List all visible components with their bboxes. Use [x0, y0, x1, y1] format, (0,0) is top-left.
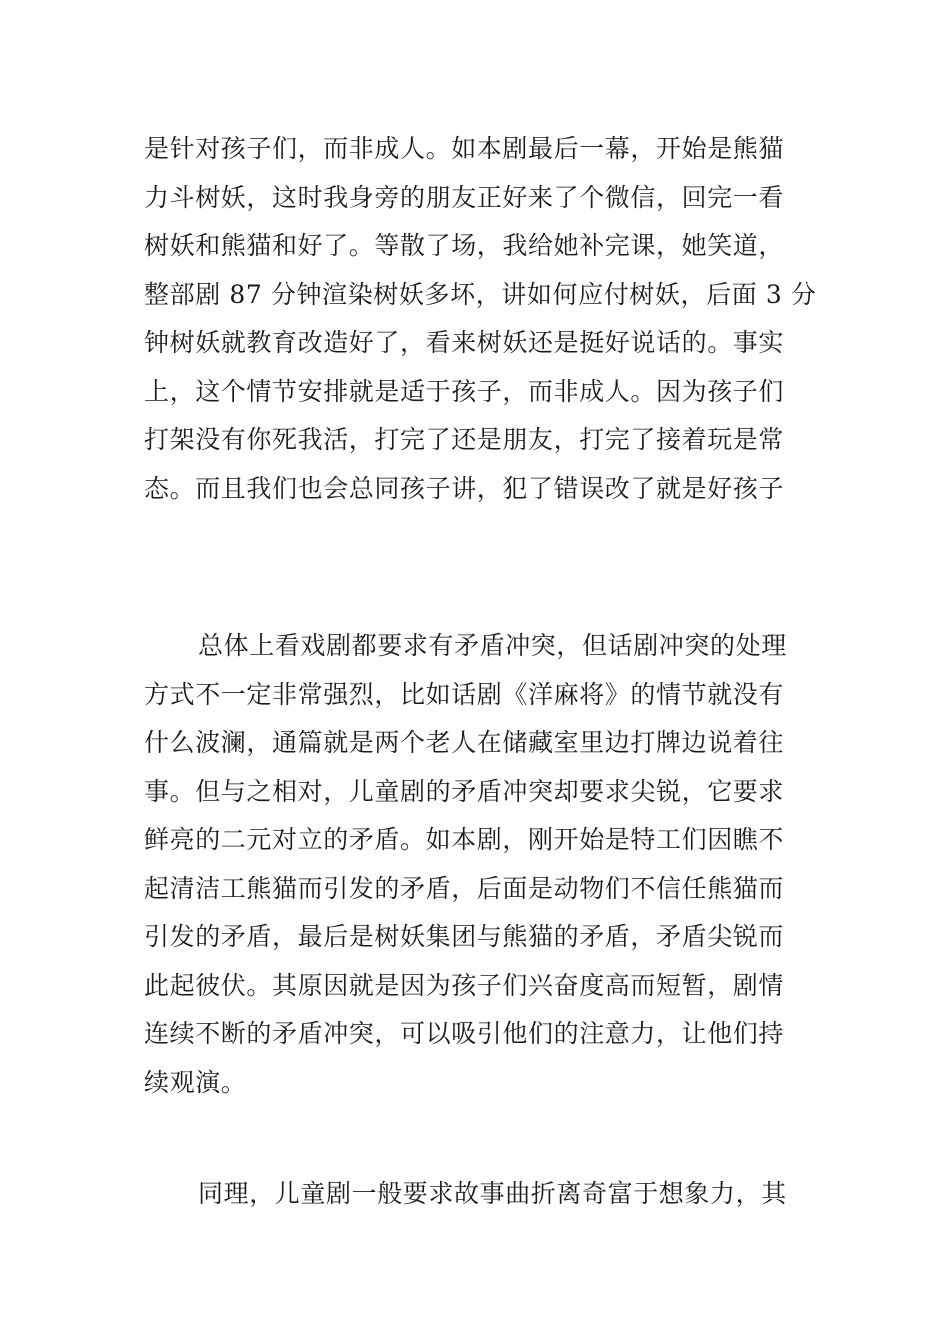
- paragraph-line: 引发的矛盾，最后是树妖集团与熊猫的矛盾，矛盾尖锐而: [144, 922, 785, 951]
- paragraph-line: 同理，儿童剧一般要求故事曲折离奇富于想象力，其: [198, 1179, 787, 1208]
- paragraph-line: 态。而且我们也会总同孩子讲，犯了错误改了就是好孩子: [144, 473, 785, 503]
- paragraph-line: 上，这个情节安排就是适于孩子，而非成人。因为孩子们: [144, 376, 785, 406]
- paragraph-line: 打架没有你死我活，打完了还是朋友，打完了接着玩是常: [144, 425, 785, 454]
- paragraph-conflict: [144, 622, 808, 1107]
- paragraph-continuation: [144, 125, 817, 513]
- paragraph-imagination: [144, 1170, 808, 1219]
- paragraph-line: 续观演。: [144, 1067, 247, 1097]
- paragraph-line: 方式不一定非常强烈，比如话剧《洋麻将》的情节就没有: [144, 679, 785, 709]
- paragraph-line: 力斗树妖，这时我身旁的朋友正好来了个微信，回完一看: [144, 182, 785, 212]
- paragraph-line: 整部剧 87 分钟渲染树妖多坏，讲如何应付树妖，后面 3 分: [144, 279, 817, 309]
- paragraph-line: 什么波澜，通篇就是两个老人在储藏室里边打牌边说着往: [144, 728, 785, 757]
- paragraph-line: 树妖和熊猫和好了。等散了场，我给她补完课，她笑道，: [144, 231, 785, 260]
- paragraph-line: 是针对孩子们，而非成人。如本剧最后一幕，开始是熊猫: [144, 134, 785, 163]
- paragraph-line: 连续不断的矛盾冲突，可以吸引他们的注意力，让他们持: [144, 1019, 785, 1048]
- paragraph-line: 事。但与之相对，儿童剧的矛盾冲突却要求尖锐，它要求: [144, 776, 785, 806]
- paragraph-line: 总体上看戏剧都要求有矛盾冲突，但话剧冲突的处理: [198, 631, 787, 660]
- paragraph-line: 钟树妖就教育改造好了，看来树妖还是挺好说话的。事实: [144, 328, 785, 357]
- paragraph-line: 鲜亮的二元对立的矛盾。如本剧，刚开始是特工们因瞧不: [144, 825, 785, 854]
- paragraph-line: 起清洁工熊猫而引发的矛盾，后面是动物们不信任熊猫而: [144, 873, 785, 903]
- paragraph-line: 此起彼伏。其原因就是因为孩子们兴奋度高而短暂，剧情: [144, 970, 785, 1000]
